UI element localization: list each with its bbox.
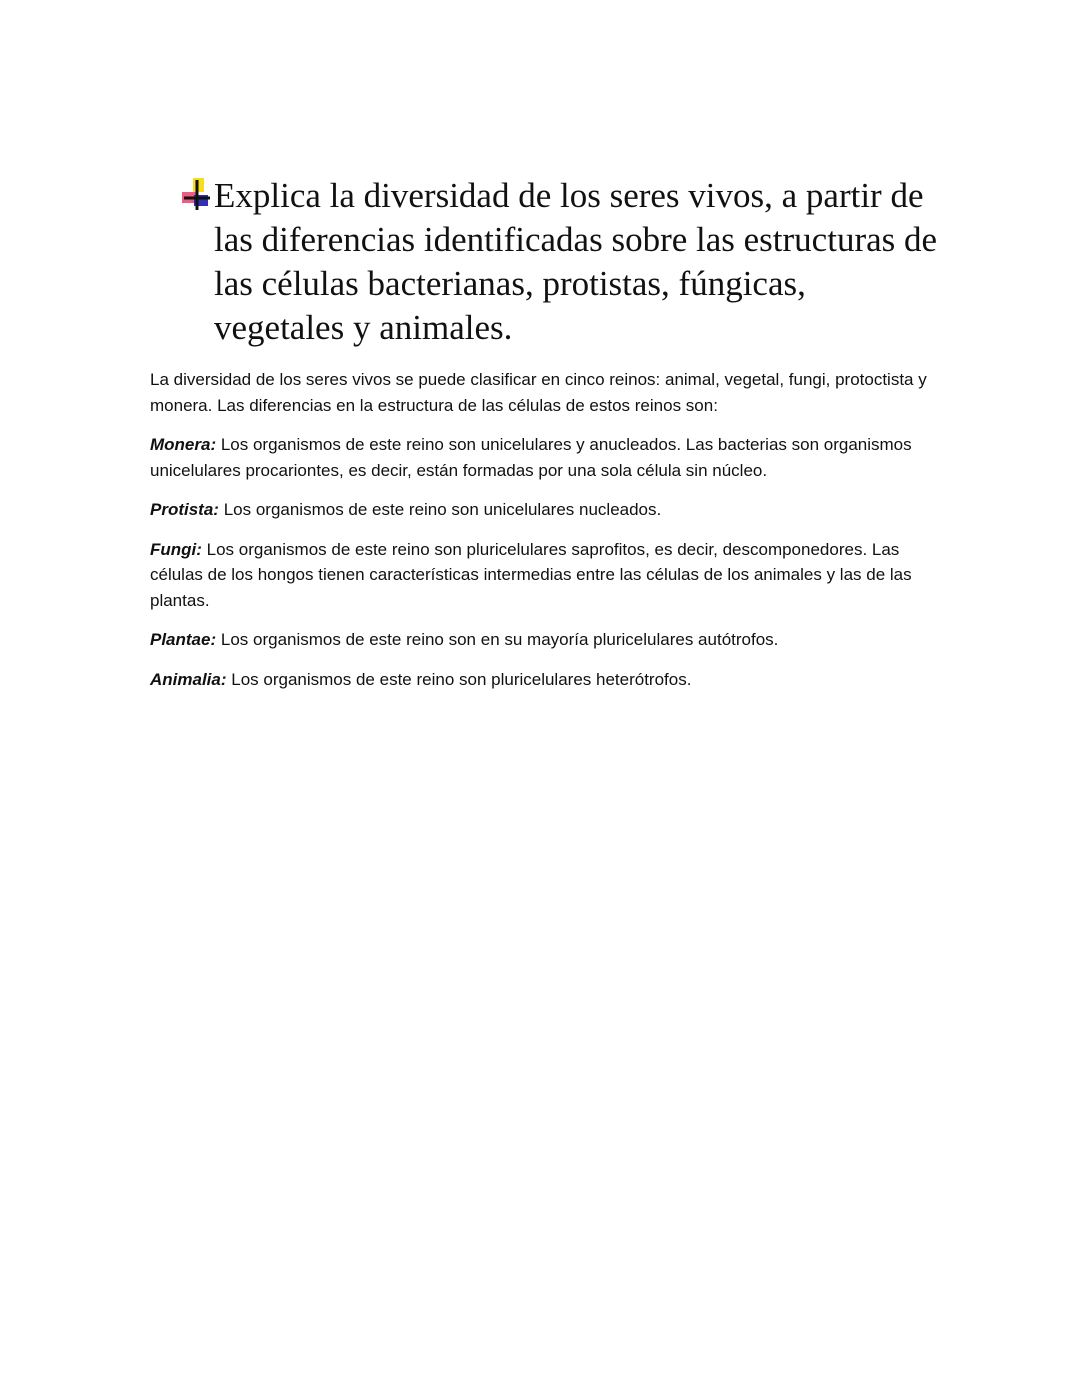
- kingdom-description: Los organismos de este reino son unicelulares y anucleados. Las bacterias son organismos unicelulares procariontes, es decir, están formadas por una sola célula sin núcleo.: [150, 435, 912, 480]
- kingdom-description: Los organismos de este reino son en su mayoría pluricelulares autótrofos.: [216, 630, 779, 649]
- kingdom-term: Plantae:: [150, 630, 217, 649]
- kingdom-term: Protista:: [150, 500, 219, 519]
- body-text: [150, 367, 940, 706]
- kingdom-term: Fungi:: [150, 539, 202, 559]
- kingdom-description: Los organismos de este reino son unicelulares nucleados.: [218, 500, 662, 519]
- kingdom-term: Monera:: [150, 435, 217, 454]
- intro-paragraph: La diversidad de los seres vivos se puede clasificar en cinco reinos: animal, vegetal, fungi, protoctista y monera. Las diferencias en la estructura de las células de estos reinos son:: [150, 370, 927, 415]
- kingdom-paragraph-fungi: [150, 537, 940, 614]
- kingdom-paragraph-protista: [150, 497, 940, 523]
- kingdom-description: Los organismos de este reino son pluricelulares saprofitos, es decir, descomponedores. Las células de los hongos tienen características intermedias entre las células de los animales y las de las plantas.: [150, 539, 912, 610]
- kingdom-paragraph-plantae: [150, 627, 940, 653]
- multicolor-cross-bullet-icon: [180, 178, 214, 212]
- kingdom-term: Animalia:: [150, 669, 227, 689]
- kingdom-paragraph-animalia: [150, 667, 940, 693]
- kingdom-paragraph-monera: [150, 432, 940, 483]
- page-title: Explica la diversidad de los seres vivos, a partir de las diferencias identificadas sobre las estructuras de las células bacterianas, protistas, fúngicas, vegetales y animales.: [214, 176, 938, 347]
- kingdom-description: Los organismos de este reino son pluricelulares heterótrofos.: [226, 669, 692, 689]
- heading-block: [180, 174, 940, 350]
